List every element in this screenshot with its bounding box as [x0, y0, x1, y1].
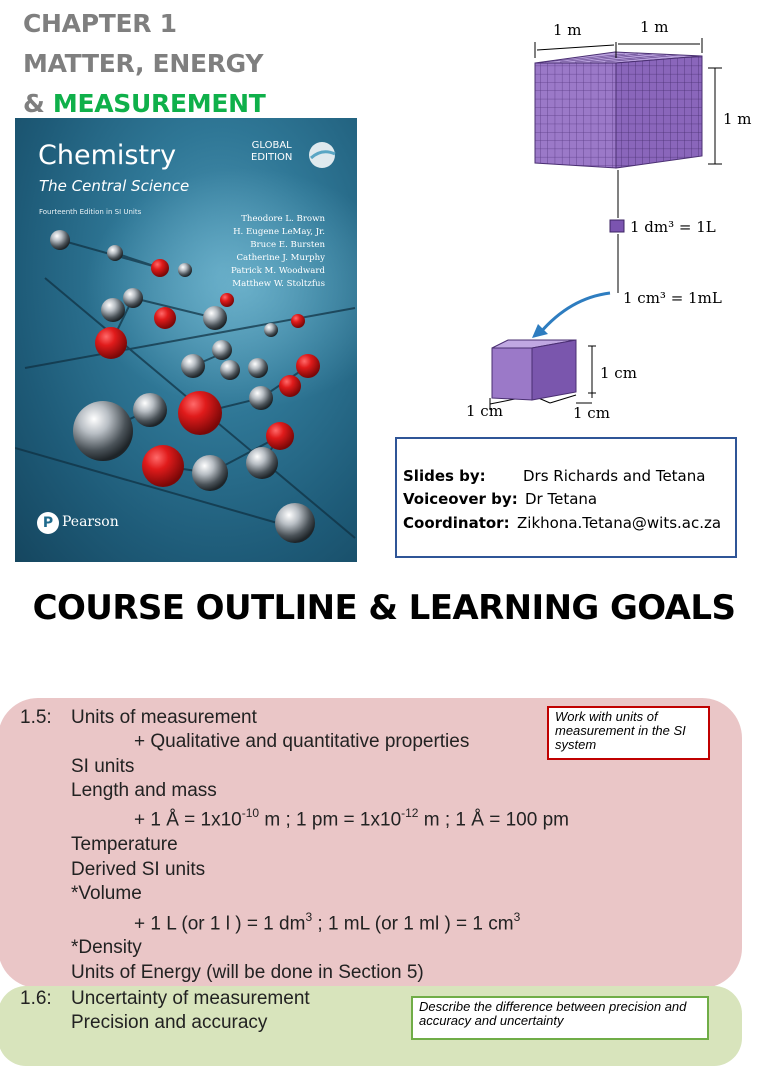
- chapter-heading: [23, 4, 265, 124]
- chapter-title-measurement: MEASUREMENT: [52, 89, 266, 118]
- credits-coordinator-value: Zikhona.Tetana@wits.ac.za: [517, 514, 722, 532]
- volume-conversion: [134, 911, 520, 935]
- cm3-equals-ml-label: 1 cm³ = 1mL: [623, 289, 722, 307]
- section-number: 1.5:: [20, 707, 52, 728]
- conversion-part: ; 1 mL (or 1 ml ) = 1 cm: [312, 913, 514, 935]
- chapter-number: CHAPTER 1: [23, 9, 177, 38]
- book-cover: [15, 118, 357, 562]
- cover-edition: Fourteenth Edition in SI Units: [39, 208, 142, 216]
- page-title: COURSE OUTLINE & LEARNING GOALS: [32, 588, 736, 628]
- conversion-part: m ; 1 Å = 100 pm: [418, 809, 569, 831]
- cover-publisher: Pearson: [62, 514, 119, 530]
- credits-box: [395, 437, 737, 558]
- section-title: Uncertainty of measurement: [71, 988, 310, 1009]
- credits-coordinator-label: Coordinator:: [403, 514, 510, 532]
- author: Bruce E. Bursten: [250, 240, 325, 250]
- cubic-centimeter-cube: [492, 340, 576, 400]
- credits-slides-label: Slides by:: [403, 467, 486, 485]
- credits-voiceover-value: Dr Tetana: [525, 490, 598, 508]
- cubic-decimeter-cube: [610, 220, 624, 232]
- credits-slides-value: Drs Richards and Tetana: [523, 467, 706, 485]
- cover-subtitle: The Central Science: [39, 177, 190, 195]
- outline-item: Length and mass: [71, 780, 217, 801]
- credits-voiceover-label: Voiceover by:: [403, 490, 518, 508]
- exponent: -12: [401, 806, 419, 820]
- dm3-equals-liter-label: 1 dm³ = 1L: [630, 218, 716, 236]
- outline-item: *Volume: [71, 883, 142, 904]
- author: H. Eugene LeMay, Jr.: [233, 227, 325, 237]
- small-cube-edge-label: 1 cm: [573, 404, 610, 422]
- credits-slides-row: [403, 467, 705, 485]
- cover-title: Chemistry: [38, 140, 177, 171]
- learning-goal-note: Work with units of measurement in the SI system: [547, 706, 710, 760]
- conversion-part: m ; 1 pm = 1x10: [259, 809, 402, 831]
- section-title: Units of measurement: [71, 707, 257, 728]
- learning-goal-note: Describe the difference between precision and accuracy and uncertainty: [411, 996, 709, 1040]
- cube-edge-label: 1 m: [553, 21, 582, 39]
- conversion-part: + 1 L (or 1 l ) = 1 dm: [134, 913, 306, 935]
- credits-coordinator-row: [403, 514, 721, 532]
- small-cube-edge-label: 1 cm: [466, 402, 503, 420]
- cover-global-edition: [251, 140, 292, 164]
- author: Matthew W. Stoltzfus: [232, 279, 325, 289]
- section-1-6-panel: [0, 986, 742, 1066]
- ampersand: &: [23, 89, 53, 118]
- volume-units-diagram: [440, 8, 762, 428]
- cubic-meter-cube: [535, 52, 702, 168]
- exponent: -10: [241, 806, 260, 820]
- outline-item: + Qualitative and quantitative properties: [134, 731, 470, 752]
- author: Catherine J. Murphy: [236, 253, 325, 263]
- cube-edge-label: 1 m: [723, 110, 752, 128]
- cube-edge-label: 1 m: [640, 18, 669, 36]
- length-conversion: [134, 807, 569, 831]
- cover-authors: [175, 213, 325, 291]
- pearson-logo-icon: P: [37, 512, 59, 534]
- global-edition-line2: EDITION: [251, 152, 293, 163]
- section-number: 1.6:: [20, 988, 52, 1009]
- global-edition-line1: GLOBAL: [251, 140, 292, 151]
- outline-item: Derived SI units: [71, 859, 206, 880]
- outline-item: *Density: [71, 937, 142, 958]
- author: Patrick M. Woodward: [230, 266, 325, 276]
- outline-item: Temperature: [71, 834, 178, 855]
- exponent: 3: [305, 910, 313, 924]
- conversion-part: + 1 Å = 1x10: [134, 809, 242, 831]
- outline-item: Precision and accuracy: [71, 1012, 268, 1033]
- outline-item: Units of Energy (will be done in Section 5): [71, 962, 424, 983]
- credits-voiceover-row: [403, 490, 597, 508]
- outline-item: SI units: [71, 756, 135, 777]
- chapter-title-line1: MATTER, ENERGY: [23, 49, 264, 78]
- small-cube-edge-label: 1 cm: [600, 364, 637, 382]
- section-1-5-panel: [0, 698, 742, 988]
- arrow-icon: [540, 293, 610, 333]
- exponent: 3: [513, 910, 521, 924]
- author: Theodore L. Brown: [241, 214, 325, 224]
